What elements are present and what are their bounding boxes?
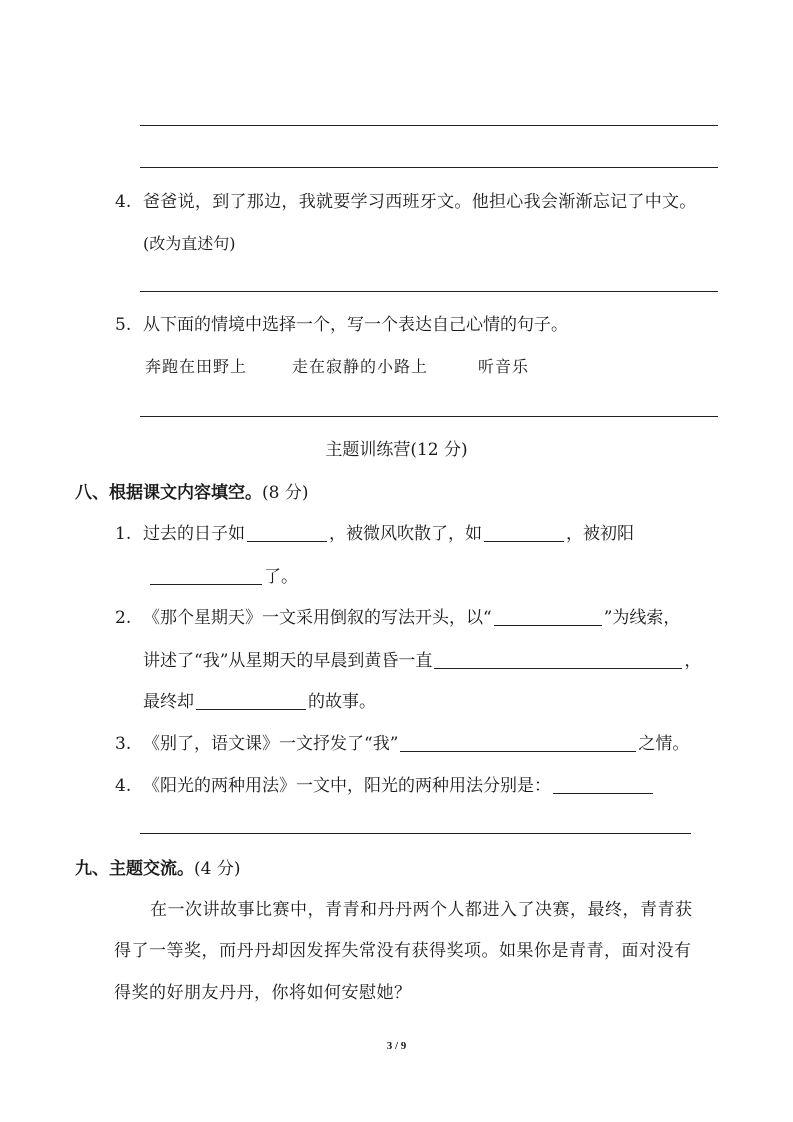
answer-line[interactable] <box>140 416 718 417</box>
s8-item4-line1 <box>143 774 655 798</box>
s8-item3-line1 <box>143 732 689 756</box>
fill-blank[interactable] <box>484 523 564 542</box>
answer-line[interactable] <box>140 833 691 834</box>
text: 最终却 <box>143 692 194 712</box>
section8-title: 八、根据课文内容填空。 <box>75 483 262 503</box>
q5-option: 奔跑在田野上 <box>145 357 248 376</box>
fill-blank[interactable] <box>196 691 306 710</box>
s8-item-number: 4. <box>115 776 132 796</box>
s8-item2-line2 <box>143 649 701 673</box>
fill-blank[interactable] <box>400 733 636 752</box>
fill-blank[interactable] <box>247 523 327 542</box>
answer-line[interactable] <box>140 167 718 168</box>
text: 《那个星期天》一文采用倒叙的写法开头，以“ <box>143 608 492 628</box>
q4-text: 爸爸说，到了那边，我就要学习西班牙文。他担心我会渐渐忘记了中文。 <box>143 192 697 212</box>
q5-text: 从下面的情境中选择一个，写一个表达自己心情的句子。 <box>143 315 568 335</box>
q4-instruction: (改为直述句) <box>143 234 236 253</box>
text: 讲述了“我”从星期天的早晨到黄昏一直 <box>143 651 433 671</box>
text: ”为线索， <box>603 608 681 628</box>
fill-blank[interactable] <box>434 650 682 669</box>
section8-points: (8 分) <box>262 483 309 503</box>
text: 了。 <box>264 567 298 587</box>
theme-title: 主题训练营(12 分) <box>325 440 468 460</box>
q5-number: 5. <box>115 315 132 335</box>
fill-blank[interactable] <box>150 566 262 585</box>
s8-item-number: 2. <box>115 608 132 628</box>
section8-heading <box>75 481 308 505</box>
q5-option: 听音乐 <box>478 357 530 376</box>
page-number: 3 / 9 <box>386 1040 407 1052</box>
s8-item2-line3 <box>143 690 376 714</box>
text: 《别了，语文课》一文抒发了“我” <box>143 734 399 754</box>
section9-title: 九、主题交流。 <box>75 859 194 879</box>
answer-line[interactable] <box>140 125 718 126</box>
q4-number: 4. <box>115 192 132 212</box>
section9-points: (4 分) <box>194 859 241 879</box>
text: 之情。 <box>638 734 690 754</box>
s8-item1-line2 <box>148 565 298 589</box>
s8-item2-line1 <box>143 606 680 630</box>
text: 过去的日子如 <box>143 524 245 544</box>
s8-item-number: 3. <box>115 734 132 754</box>
text: 的故事。 <box>308 692 376 712</box>
text: ，被微风吹散了，如 <box>329 524 482 544</box>
text: ，被初阳 <box>566 524 634 544</box>
s8-item-number: 1. <box>115 524 132 544</box>
section9-paragraph-line: 得了一等奖，而丹丹却因发挥失常没有获得奖项。如果你是青青，面对没有 <box>114 941 692 961</box>
text: 《阳光的两种用法》一文中，阳光的两种用法分别是： <box>143 776 551 796</box>
section9-paragraph-line: 在一次讲故事比赛中，青青和丹丹两个人都进入了决赛，最终，青青获 <box>150 900 693 920</box>
fill-blank[interactable] <box>494 607 602 626</box>
answer-line[interactable] <box>140 291 718 292</box>
s8-item1-line1 <box>143 522 634 546</box>
section9-paragraph-line: 得奖的好朋友丹丹，你将如何安慰她？ <box>114 983 412 1003</box>
text: ， <box>684 651 702 671</box>
q5-option: 走在寂静的小路上 <box>292 357 429 376</box>
fill-blank[interactable] <box>553 775 653 794</box>
section9-heading <box>75 857 240 881</box>
